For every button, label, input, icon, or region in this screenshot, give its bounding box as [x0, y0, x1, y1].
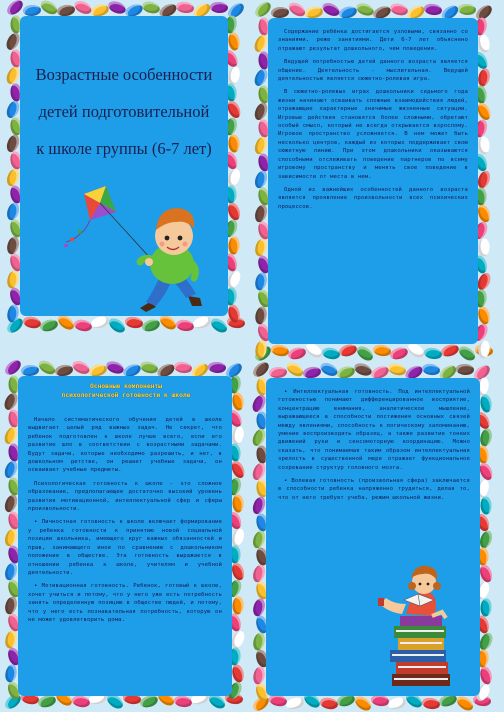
title-line: детей подготовительной — [38, 102, 210, 121]
jelly-bean — [253, 237, 269, 257]
jelly-bean — [226, 65, 241, 85]
jelly-bean — [5, 235, 21, 255]
girl-reading-on-books-illustration — [266, 378, 480, 696]
jelly-bean — [175, 1, 195, 15]
jelly-bean — [36, 358, 57, 377]
jelly-bean — [478, 238, 490, 257]
jelly-bean — [387, 696, 407, 712]
jelly-bean — [37, 694, 57, 709]
paragraph: Ведущей потребностью детей данного возраста является общение. Деятельность - мыслительная. Ведущей деятельностью является сюжетно-ролевая игра. — [278, 59, 468, 83]
jelly-bean — [3, 595, 19, 615]
intro-text — [278, 28, 468, 216]
jelly-bean — [22, 315, 42, 330]
jelly-bean — [476, 169, 492, 190]
jelly-bean — [71, 694, 91, 709]
jelly-bean — [254, 306, 269, 326]
jelly-bean — [3, 358, 24, 378]
jelly-bean — [287, 346, 307, 361]
jelly-bean — [319, 696, 339, 711]
jelly-bean — [231, 392, 244, 411]
jelly-bean — [227, 32, 240, 51]
intro-panel — [268, 18, 478, 344]
jelly-bean — [5, 201, 21, 222]
jelly-bean — [478, 427, 493, 447]
jelly-bean — [251, 631, 266, 651]
jelly-bean — [338, 343, 358, 358]
jelly-bean — [90, 315, 110, 330]
intellectual-panel — [266, 378, 480, 696]
jelly-bean — [269, 367, 288, 379]
title-line: Возрастные особенности — [35, 65, 213, 84]
jelly-bean — [321, 346, 341, 361]
jelly-bean — [38, 0, 59, 17]
jelly-bean — [139, 360, 159, 376]
paragraph: • Волевая готовность (произвольная сфера) заключается в способности ребенка напряженно трудиться, делая то, что от него требует учеба, режим школьной жизни. — [278, 478, 470, 501]
book-stack-icon — [390, 616, 450, 686]
jelly-bean — [3, 561, 19, 582]
jelly-bean — [230, 527, 246, 548]
jelly-bean — [454, 694, 475, 712]
jelly-bean — [23, 5, 42, 17]
paragraph: • Интеллектуальная готовность. Под интеллектуальной готовностью понимают дифференцированное восприятие, концентрацию внимания, аналитическое мышление, выражающееся в способности постижения основных связей между явлениями, способность к логическому запоминанию, умение воспроизводить образец, а также развитие тонких движений руки и сенсомоторную координацию. Можно сказать, что понимаемая таким образом интеллектуальная зрелость в существенной мере отражает функциональное созревание структур головного мозга. — [278, 389, 470, 471]
jelly-bean — [232, 494, 244, 512]
jelly-bean — [251, 360, 272, 380]
jelly-bean — [421, 697, 441, 711]
paragraph: Содержание ребёнка достигается узловыми, связанно со знаниями, реже занятиями. Дети 6-7 лет объяснено отражают результат дошкольного, чем поведения. — [278, 29, 468, 52]
boy-icon — [140, 208, 202, 312]
jelly-bean — [139, 694, 159, 710]
jelly-bean — [320, 0, 341, 18]
jelly-bean — [141, 0, 161, 15]
jelly-bean — [4, 664, 19, 684]
jelly-bean — [458, 3, 477, 15]
jelly-bean — [286, 0, 307, 19]
readiness-text — [28, 416, 222, 629]
jelly-bean — [456, 363, 475, 375]
paragraph: Одной из важнейших особенностей данного возраста является проявление произвольности всех психических процессов. — [278, 186, 468, 210]
boy-with-kite-illustration — [20, 16, 228, 316]
paragraph: Начало систематического обучения детей в школе выдвигает целый ряд важных задач. Не секрет, что ребенок подготовлен к школе лучше всего, если его развитие шло в соответствии с возрастными задачами. Будут задачи, которые необходимо разрешить, и нет, в дошкольном детстве, он решает учебные задачи, он осваивает учебные предметы. — [28, 417, 222, 474]
jelly-bean — [318, 360, 339, 378]
jelly-bean — [353, 361, 374, 378]
jelly-bean — [480, 598, 492, 617]
jelly-bean — [251, 563, 267, 584]
jelly-bean — [479, 394, 492, 413]
jelly-bean — [387, 362, 407, 378]
jelly-bean — [478, 529, 494, 550]
jelly-bean — [421, 363, 441, 377]
section-heading — [32, 382, 220, 400]
jelly-bean — [210, 1, 229, 13]
jelly-bean — [355, 1, 376, 18]
jelly-bean — [21, 365, 40, 377]
readiness-panel — [18, 376, 232, 696]
jelly-bean — [141, 318, 161, 334]
jelly-bean — [232, 596, 244, 615]
jelly-bean — [208, 316, 229, 335]
jelly-bean — [208, 361, 227, 373]
jelly-bean — [271, 7, 290, 19]
girl-icon — [378, 566, 446, 618]
jelly-bean — [173, 361, 193, 375]
jelly-bean — [456, 344, 477, 363]
jelly-bean — [192, 315, 212, 331]
jelly-bean — [476, 67, 491, 87]
title-line: к школе группы (6-7 лет) — [36, 139, 212, 158]
jelly-bean — [478, 136, 490, 154]
jelly-bean — [73, 318, 93, 333]
jelly-bean — [230, 425, 245, 445]
jelly-bean — [389, 2, 409, 18]
jelly-bean — [173, 695, 193, 709]
jelly-bean — [476, 203, 492, 224]
jelly-bean — [3, 629, 18, 649]
heading-line: Основные компоненты — [89, 383, 163, 390]
jelly-bean — [479, 666, 494, 686]
jelly-bean — [478, 563, 494, 584]
jelly-bean — [228, 236, 240, 255]
paragraph: Психологическая готовность к школе - это сложное образование, предполагающее достаточно высокий уровень развития мотивационной, интеллектуальной сфер и сферы произвольности. — [28, 480, 222, 513]
jelly-bean — [107, 0, 128, 16]
jelly-bean — [252, 666, 267, 686]
kite-icon — [64, 186, 152, 260]
jelly-bean — [477, 306, 492, 326]
jelly-bean — [228, 134, 240, 152]
jelly-bean — [440, 343, 460, 359]
jelly-bean — [226, 167, 242, 188]
jelly-bean — [423, 3, 443, 17]
paragraph: • Личностная готовность к школе включает формирование у ребенка готовности к принятию новой социальной позиции школьника, имеющего круг важных обязанностей и прав, занимающего иное по сравнению с дошкольником положение в обществе. Эта готовность выражается в отношении ребенка к школе, учителям и учебной деятельности. — [28, 519, 222, 576]
jelly-bean — [270, 343, 290, 358]
jelly-bean — [253, 271, 268, 291]
jelly-bean — [39, 318, 59, 333]
jelly-bean — [231, 664, 246, 684]
jelly-bean — [5, 269, 20, 289]
jelly-bean — [105, 359, 126, 376]
heading-line: психологической готовности к школе — [61, 392, 191, 399]
title-panel — [20, 16, 228, 316]
jelly-bean — [284, 360, 305, 379]
jelly-bean — [253, 203, 269, 224]
paragraph: В сюжетно-ролевых играх дошкольники седьмого года жизни начинают осваивать сложные взаимодействия людей, отражающие характерные значимые жизненные ситуации. Игровые действия становятся более сложными, обретают особый смысл, который не всегда открывается взрослому. Игровое пространство усложняется. В нем может быть несколько центров, каждый из которых поддерживает свою сюжетную линию. При этом дошкольники оказываются способными отслеживать поведение партнеров по всему игровому пространству и менять свое поведение в зависимости от места в нем. — [278, 89, 468, 180]
jelly-bean — [480, 496, 492, 514]
paragraph: • Мотивационная готовность. Ребенок, готовый к школе, хочет учиться и потому, что у него уже есть потребность занять определенную позицию в обществе людей, и потому, что у него есть познавательная потребность, которую он не может удовлетворить дома. — [28, 583, 222, 623]
jelly-bean — [230, 561, 246, 582]
jelly-bean — [226, 201, 242, 222]
jelly-bean — [372, 343, 392, 357]
jelly-bean — [124, 315, 144, 329]
jelly-bean — [251, 597, 267, 617]
jelly-bean — [72, 0, 93, 17]
jelly-bean — [70, 358, 91, 376]
jelly-bean — [107, 316, 128, 336]
jelly-bean — [389, 346, 409, 362]
jelly-bean — [355, 344, 376, 364]
jelly-bean — [477, 340, 491, 360]
jelly-bean — [353, 694, 374, 712]
jelly-bean — [285, 696, 305, 711]
jelly-bean — [477, 34, 490, 53]
jelly-bean — [423, 347, 443, 361]
jelly-bean — [175, 319, 195, 333]
